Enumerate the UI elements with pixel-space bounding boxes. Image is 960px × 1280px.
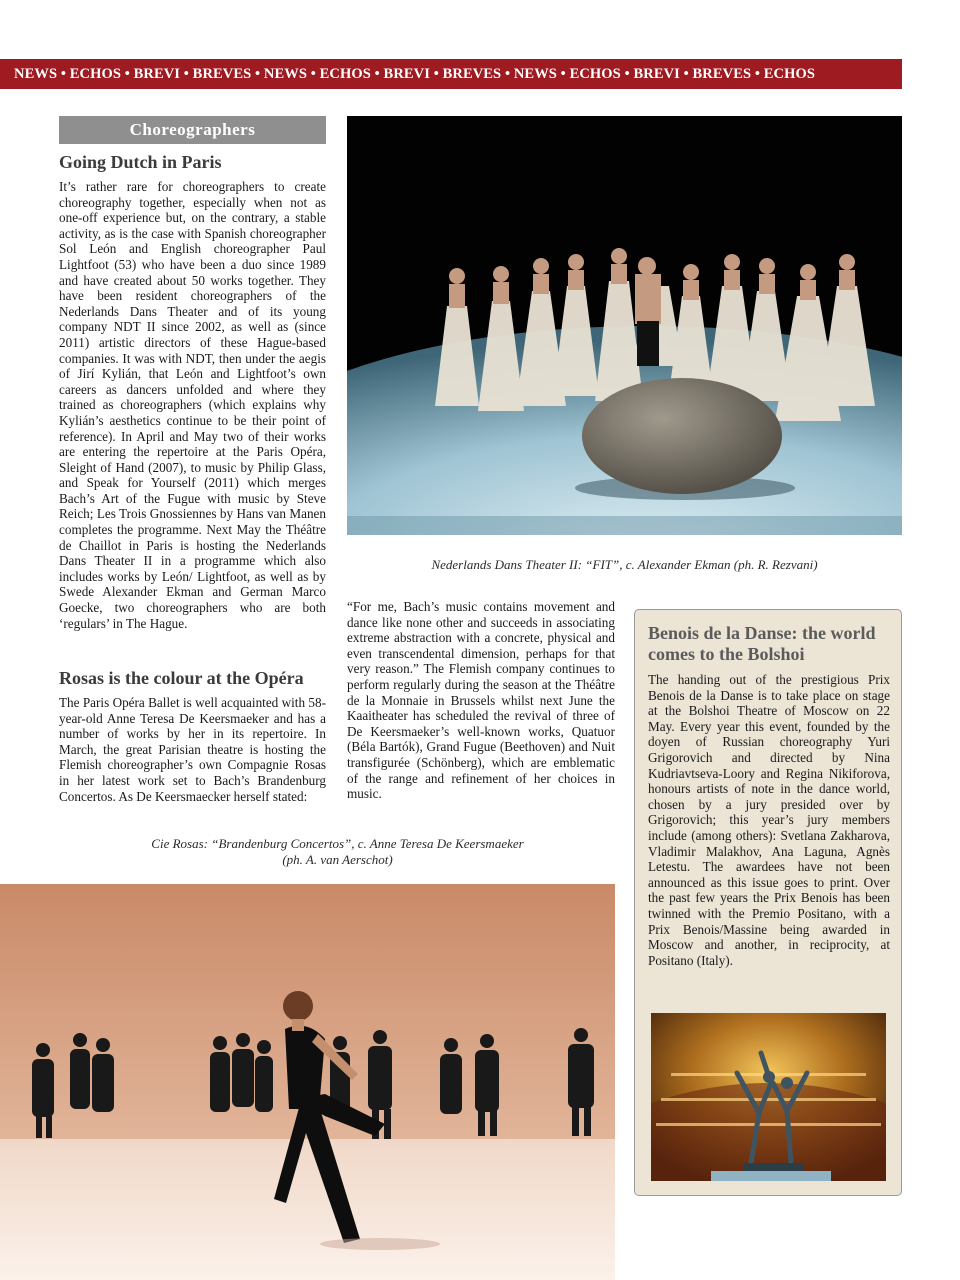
article-title-rosas: Rosas is the colour at the Opéra [59, 668, 304, 688]
benois-statue-photo [651, 1013, 886, 1181]
article-text: “For me, Bach’s music contains movement and dance like none other and succeeds in associating extreme abstraction with a concrete, physical and even transcendental dimension, perhaps for that very reason.” The Flemish company continues to perform regularly during the season at the Théâtre de la Monnaie in Brussels whilst next June the Kaaitheater has scheduled the revival of three of De Keersmaeker’s well-known works, Quatuor (Béla Bartók), Grand Fugue (Beethoven) and Nuit transfigurée (Schönberg), which are emblematic of the range and refinement of her choices in music. [347, 599, 615, 802]
article-title-going-dutch: Going Dutch in Paris [59, 152, 222, 172]
article-body-rosas-col1 [59, 695, 326, 804]
sidebar-text: The handing out of the prestigious Prix Benois de la Danse is to take place on stage at the Bolshoi Theatre of Moscow on 22 May. Every year this event, founded by the doyen of Russian choreography Yuri Grigorovich and directed by Nina Kudriavtseva-Loory and Regina Nikiforova, honours artists of note in the dance world, chosen by a jury presided over by Grigorovich; this year’s jury members include (among others): Svetlana Zakharova, Vladimir Malakhov, Ana Laguna, Agnès Letestu. The awardees have not been announced as this issue goes to print. Over the past few years the Prix Benois has been twinned with the Premio Positano, with a Prix Benois/Massine being awarded in Moscow and another, in reciprocity, at Positano (Italy). [648, 672, 890, 968]
ndt-stage-photo [347, 116, 902, 535]
news-banner: NEWS • ECHOS • BREVI • BREVES • NEWS • ECHOS • BREVI • BREVES • NEWS • ECHOS • BREVI • BREVES • ECHOS [0, 59, 902, 89]
rosas-photo-illustration [0, 884, 615, 1280]
rosas-stage-photo [0, 884, 615, 1280]
sidebar-benois [634, 609, 902, 1196]
sidebar-body [648, 672, 890, 968]
benois-photo-illustration [651, 1013, 886, 1181]
section-label: Choreographers [59, 116, 326, 144]
article-text: The Paris Opéra Ballet is well acquainted with 58-year-old Anne Teresa De Keersmaeker and has a number of works by her in its repertoire. In March, the great Parisian theatre is hosting the Flemish choreographer’s own Compagnie Rosas in her latest work set to Bach’s Brandenburg Concertos. As De Keersmaecker herself stated: [59, 695, 326, 804]
article-text: It’s rather rare for choreographers to create choreography together, especially when not as one-off experience but, on the contrary, a stable activity, as is the case with Spanish choreographer Sol León and English choreographer Paul Lightfoot (53) who have been a duo since 1989 and have created about 50 works together. They have been resident choreographers of the Nederlands Dans Theater and of its young company NDT II since 2002, as well as (since 2011) artistic directors of these Hague-based companies. It was with NDT, then under the aegis of Jirí Kylián, that León and Lightfoot’s own careers as dancers unfolded and where they trained as choreographers (which explains why Kylián’s aesthetics continue to be their point of reference). In April and May two of their works are entering the repertoire at the Paris Opéra, Sleight of Hand (2007), to music by Philip Glass, and Speak for Yourself (2011) which merges Bach’s Art of the Fugue with music by Steve Reich; Les Trois Gnossiennes by Hans van Manen completes the programme. Next May the Théâtre de Chaillot in Paris is hosting the Nederlands Dans Theater II in a programme which also includes works by León/ Lightfoot, as well as by Swede Alexander Ekman and German Marco Goecke, two choreographers who are both ‘regulars’ in The Hague. [59, 179, 326, 631]
caption-ndt: Nederlands Dans Theater II: “FIT”, c. Alexander Ekman (ph. R. Rezvani) [431, 557, 818, 572]
sidebar-title: Benois de la Danse: the world comes to the Bolshoi [648, 623, 876, 664]
ndt-photo-illustration [347, 116, 902, 535]
caption-rosas-line1: Cie Rosas: “Brandenburg Concertos”, c. Anne Teresa De Keersmaeker [151, 836, 524, 851]
caption-rosas [60, 836, 615, 868]
article-body-rosas-col2 [347, 599, 615, 802]
article-body-going-dutch [59, 179, 326, 631]
caption-rosas-line2: (ph. A. van Aerschot) [282, 852, 393, 867]
